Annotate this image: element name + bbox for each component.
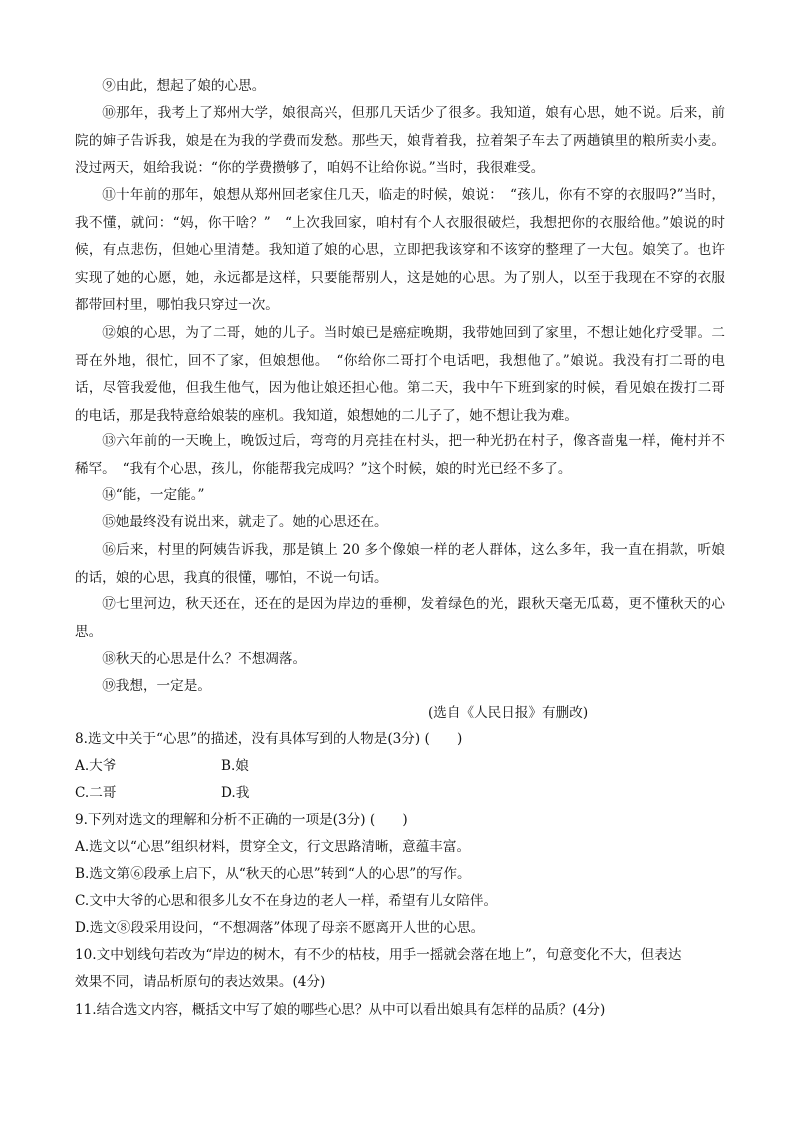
q8-option-b: B.娘: [221, 758, 249, 774]
paragraph-14: ⑭“能，一定能。”: [102, 487, 205, 503]
question-11: 11.结合选文内容，概括文中写了娘的哪些心思？从中可以看出娘具有怎样的品质？(4分): [75, 1002, 606, 1018]
paragraph-16: ⑯后来，村里的阿姨告诉我，那是镇上 20 多个像娘一样的老人群体，这么多年，我一直在捐款，听娘的话，娘的心思，我真的很懂，哪怕，不说一句话。: [75, 542, 725, 586]
paragraph-9: ⑨由此，想起了娘的心思。: [102, 78, 266, 94]
paragraph-18: ⑱秋天的心思是什么？不想凋落。: [102, 651, 307, 667]
q9-option-b: B.选文第⑥段承上启下，从“秋天的心思”转到“人的心思”的写作。: [75, 866, 471, 882]
paragraph-15: ⑮她最终没有说出来，就走了。她的心思还在。: [102, 514, 388, 530]
paragraph-17: ⑰七里河边，秋天还在，还在的是因为岸边的垂柳，发着绿色的光，跟秋天毫无瓜葛，更不懂秋天的心思。: [75, 596, 725, 640]
paragraph-12: ⑫娘的心思，为了二哥，她的儿子。当时娘已是癌症晚期，我带她回到了家里，不想让她化疗受罪。二哥在外地，很忙，回不了家，但娘想他。 “你给你二哥打个电话吧，我想他了。”娘说。我没有打二哥的电话，尽管我爱他，但我生他气，因为他让娘还担心他。第二天，我中午下班到家的时候，看见娘在拨打二哥的电话，那是我特意给娘装的座机。我知道，娘想她的二儿子了，她不想让我为难。: [75, 325, 725, 424]
question-9: 9.下列对选文的理解和分析不正确的一项是(3分) ( ): [75, 812, 408, 828]
q9-option-a: A.选文以“心思”组织材料，贯穿全文，行文思路清晰，意蕴丰富。: [75, 839, 471, 855]
question-8: 8.选文中关于“心思”的描述，没有具体写到的人物是(3分) ( ): [75, 731, 463, 747]
q8-option-c: C.二哥: [75, 785, 117, 801]
passage-source: (选自《人民日报》有删改): [428, 705, 589, 721]
question-10-line-1: 10.文中划线句若改为“岸边的树木，有不少的枯枝，用手一摇就会落在地上”，句意变化不大，但表达: [75, 947, 682, 963]
question-10-line-2: 效果不同，请品析原句的表达效果。(4分): [75, 974, 326, 990]
q8-option-d: D.我: [221, 785, 250, 801]
paragraph-11: ⑪十年前的那年，娘想从郑州回老家住几天，临走的时候，娘说： “孩儿，你有不穿的衣服吗?”当时，我不懂，就问：“妈，你干啥？” “上次我回家，咱村有个人衣服很破烂，我想把你的衣服给他。”娘说的时候，有点悲伤，但她心里清楚。我知道了娘的心思，立即把我该穿和不该穿的整理了一大包。娘笑了。也许实现了她的心愿，她，永远都是这样，只要能帮别人，这是她的心思。为了别人，以至于我现在不穿的衣服都带回村里，哪怕我只穿过一次。: [75, 187, 725, 313]
q9-option-d: D.选文⑧段采用设问，“不想凋落”体现了母亲不愿离开人世的心思。: [75, 920, 485, 936]
paragraph-13: ⑬六年前的一天晚上，晚饭过后，弯弯的月亮挂在村头，把一种光扔在村子，像吝啬鬼一样，俺村并不稀罕。 “我有个心思，孩儿，你能帮我完成吗？”这个时候，娘的时光已经不多了。: [75, 433, 725, 477]
q9-option-c: C.文中大爷的心思和很多儿女不在身边的老人一样，希望有儿女陪伴。: [75, 893, 498, 909]
q8-option-a: A.大爷: [75, 758, 117, 774]
paragraph-19: ⑲我想，一定是。: [102, 678, 211, 694]
paragraph-10: ⑩那年，我考上了郑州大学，娘很高兴，但那几天话少了很多。我知道，娘有心思，她不说。后来，前院的婶子告诉我，娘是在为我的学费而发愁。那些天，娘背着我，拉着架子车去了两趟镇里的粮所卖小麦。没过两天，姐给我说：“你的学费攒够了，咱妈不让给你说。”当时，我很难受。: [75, 105, 725, 176]
